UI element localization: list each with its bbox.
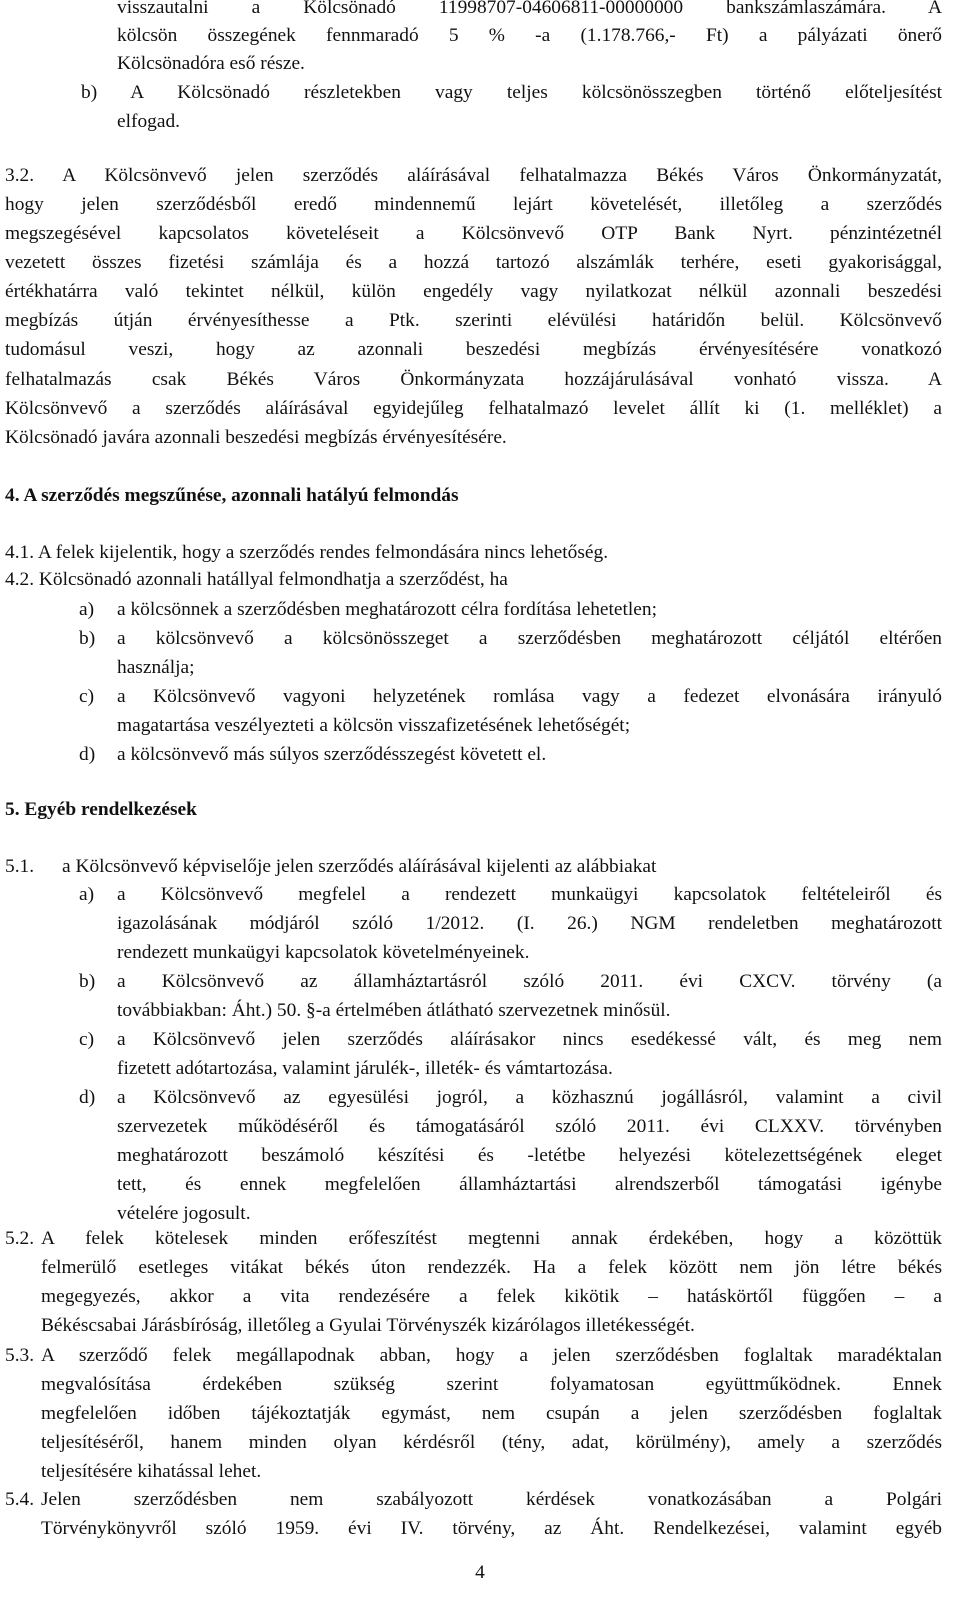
paragraph-5-3-line: megfelelően időben tájékoztatják egymást, nem csupán a jelen szerződésben foglaltak bbox=[41, 1403, 942, 1424]
paragraph-5-3-number: 5.3. bbox=[5, 1345, 35, 1366]
paragraph-5-3-line: teljesítéséről, hanem minden olyan kérdésről (tény, adat, körülmény), amely a szerződés bbox=[41, 1432, 942, 1453]
list-marker: b) bbox=[79, 971, 96, 992]
list-item-line: továbbiakban: Áht.) 50. §-a értelmében átlátható szervezetnek minősül. bbox=[117, 1000, 671, 1021]
paragraph-3-2-line: hogy jelen szerződésből eredő mindennemű lejárt követelését, illetőleg a szerződés bbox=[5, 194, 942, 215]
list-item-line: tett, és ennek megfelelően államháztartási alrendszerből támogatási igénybe bbox=[117, 1174, 942, 1195]
paragraph-5-2-number: 5.2. bbox=[5, 1228, 35, 1249]
list-item-line: vételére jogosult. bbox=[117, 1203, 251, 1224]
list-item-line: a kölcsönvevő más súlyos szerződésszegést követett el. bbox=[117, 744, 547, 765]
intro-line: visszautalni a Kölcsönadó 11998707-04606811-00000000 bankszámlaszámára. A bbox=[117, 0, 942, 18]
paragraph-3-2-line: Kölcsönvevő a szerződés aláírásával egyidejűleg felhatalmazó levelet állít ki (1. melléklet) a bbox=[5, 398, 942, 419]
paragraph-5-2-line: A felek kötelesek minden erőfeszítést megtenni annak érdekében, hogy a közöttük bbox=[41, 1228, 942, 1249]
paragraph-5-1: a Kölcsönvevő képviselője jelen szerződés aláírásával kijelenti az alábbiakat bbox=[62, 856, 657, 877]
paragraph-5-3-line: A szerződő felek megállapodnak abban, hogy a jelen szerződésben foglaltak maradéktalan bbox=[41, 1345, 942, 1366]
paragraph-3-2-line: 3.2. A Kölcsönvevő jelen szerződés aláírásával felhatalmazza Békés Város Önkormányzatát, bbox=[5, 165, 942, 186]
paragraph-3-2-line: felhatalmazás csak Békés Város Önkormányzata hozzájárulásával vonható vissza. A bbox=[5, 369, 942, 390]
list-marker: d) bbox=[79, 1087, 96, 1108]
paragraph-5-2-line: felmerülő esetleges vitákat békés úton rendezzék. Ha a felek között nem jön létre békés bbox=[41, 1257, 942, 1278]
paragraph-5-4-line: Jelen szerződésben nem szabályozott kérdések vonatkozásában a Polgári bbox=[41, 1489, 942, 1510]
intro-line: kölcsön összegének fennmaradó 5 % -a (1.178.766,- Ft) a pályázati önerő bbox=[117, 25, 942, 46]
list-marker: a) bbox=[79, 884, 95, 905]
paragraph-5-3-line: teljesítésére kihatással lehet. bbox=[41, 1461, 262, 1482]
list-item-line: a Kölcsönvevő vagyoni helyzetének romlása vagy a fedezet elvonására irányuló bbox=[117, 686, 942, 707]
list-item-line: a Kölcsönvevő az egyesülési jogról, a közhasznú jogállásról, valamint a civil bbox=[117, 1087, 942, 1108]
paragraph-5-4-line: Törvénykönyvről szóló 1959. évi IV. törvény, az Áht. Rendelkezései, valamint egyéb bbox=[41, 1518, 942, 1539]
list-item-line: meghatározott beszámoló készítési és -letétbe helyezési kötelezettségének eleget bbox=[117, 1145, 942, 1166]
intro-line: Kölcsönadóra eső része. bbox=[117, 53, 305, 74]
paragraph-3-2-line: Kölcsönadó javára azonnali beszedési megbízás érvényesítésére. bbox=[5, 427, 507, 448]
paragraph-4-1: 4.1. A felek kijelentik, hogy a szerződés rendes felmondására nincs lehetőség. bbox=[5, 542, 609, 563]
list-item-line: a kölcsönvevő a kölcsönösszeget a szerződésben meghatározott céljától eltérően bbox=[117, 628, 942, 649]
list-item-line: a Kölcsönvevő megfelel a rendezett munkaügyi kapcsolatok feltételeiről és bbox=[117, 884, 942, 905]
list-item-line: a Kölcsönvevő jelen szerződés aláírásakor nincs esedékessé vált, és meg nem bbox=[117, 1029, 942, 1050]
section-heading-4: 4. A szerződés megszűnése, azonnali hatályú felmondás bbox=[5, 485, 459, 506]
list-item-line: rendezett munkaügyi kapcsolatok követelményeinek. bbox=[117, 942, 530, 963]
list-marker: b) bbox=[79, 628, 96, 649]
paragraph-3-2-line: megbízás útján érvényesíthesse a Ptk. szerinti elévülési határidőn belül. Kölcsönvevő bbox=[5, 310, 942, 331]
paragraph-5-1-number: 5.1. bbox=[5, 856, 35, 877]
list-marker: d) bbox=[79, 744, 96, 765]
list-item-line: magatartása veszélyezteti a kölcsön visszafizetésének lehetőségét; bbox=[117, 715, 631, 736]
page-number: 4 bbox=[475, 1562, 485, 1583]
paragraph-3-2-line: értékhatárra való tekintet nélkül, külön engedély vagy nyilatkozat nélkül azonnali beszedési bbox=[5, 281, 942, 302]
paragraph-5-2-line: megegyezés, akkor a vita rendezésére a felek kikötik – hatáskörtől függően – a bbox=[41, 1286, 942, 1307]
paragraph-5-3-line: megvalósítása érdekében szükség szerint folyamatosan együttműködnek. Ennek bbox=[41, 1374, 942, 1395]
intro-line: elfogad. bbox=[117, 111, 180, 132]
list-item-line: a kölcsönnek a szerződésben meghatározott célra fordítása lehetetlen; bbox=[117, 599, 657, 620]
intro-line: b) A Kölcsönadó részletekben vagy teljes kölcsönösszegben történő előteljesítést bbox=[81, 82, 942, 103]
list-marker: a) bbox=[79, 599, 95, 620]
list-item-line: igazolásának módjáról szóló 1/2012. (I. 26.) NGM rendeletben meghatározott bbox=[117, 913, 942, 934]
paragraph-5-4-number: 5.4. bbox=[5, 1489, 35, 1510]
list-item-line: a Kölcsönvevő az államháztartásról szóló 2011. évi CXCV. törvény (a bbox=[117, 971, 942, 992]
list-marker: c) bbox=[79, 1029, 95, 1050]
list-item-line: fizetett adótartozása, valamint járulék-, illeték- és vámtartozása. bbox=[117, 1058, 613, 1079]
paragraph-3-2-line: vezetett összes fizetési számlája és a hozzá tartozó alszámlák terhére, eseti gyakorisággal, bbox=[5, 252, 942, 273]
list-marker: c) bbox=[79, 686, 95, 707]
list-item-line: szervezetek működéséről és támogatásáról szóló 2011. évi CLXXV. törvényben bbox=[117, 1116, 942, 1137]
paragraph-3-2-line: tudomásul veszi, hogy az azonnali beszedési megbízás érvényesítésére vonatkozó bbox=[5, 339, 942, 360]
list-item-line: használja; bbox=[117, 657, 195, 678]
paragraph-5-2-line: Békéscsabai Járásbíróság, illetőleg a Gyulai Törvényszék kizárólagos illetékességét. bbox=[41, 1315, 695, 1336]
paragraph-3-2-line: megszegésével kapcsolatos követeléseit a Kölcsönvevő OTP Bank Nyrt. pénzintézetnél bbox=[5, 223, 942, 244]
section-heading-5: 5. Egyéb rendelkezések bbox=[5, 799, 197, 820]
paragraph-4-2: 4.2. Kölcsönadó azonnali hatállyal felmondhatja a szerződést, ha bbox=[5, 569, 508, 590]
